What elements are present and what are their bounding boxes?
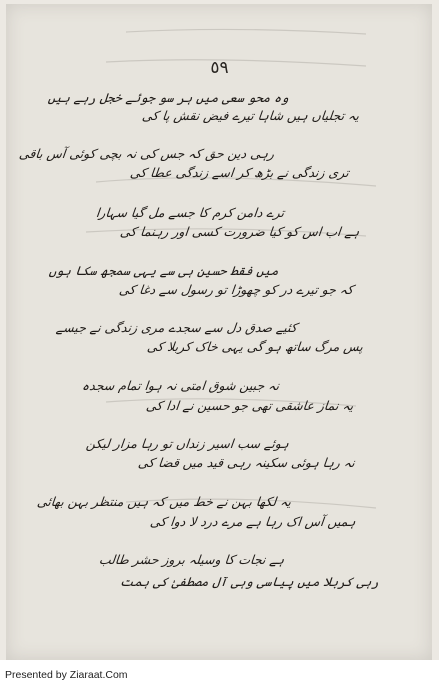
- verse-line: رہی دین حق کہ جس کی نہ بچی کوئی آس باقی: [18, 146, 275, 161]
- verse-line: کئیے صدق دل سے سجدے مری زندگی نے جیسے: [55, 320, 298, 335]
- verse-line: تری زندگی نے بڑھ کر اسے زندگی عطا کی: [129, 165, 350, 180]
- page-number: ٥٩: [210, 58, 229, 78]
- verse-line: وہ محو سعی میں ہر سو جوئے خجل رہے ہیں: [47, 90, 290, 105]
- verse-line: میں فقط حسین ہی سے یہی سمجھ سکا ہوں: [48, 263, 280, 278]
- verse-line: ہے اب اس کو کیا ضرورت کسی اور رہنما کی: [118, 224, 360, 239]
- verse-line: پس مرگ ساتھ ہو گی یہی خاک کربلا کی: [146, 339, 364, 354]
- verse-line: ہوئے سب اسیر زنداں تو رہا مزار لیکن: [85, 436, 290, 451]
- footer-bar: [0, 660, 439, 693]
- verse-line: ہمیں آس اک رہا ہے مرے درد لا دوا کی: [148, 514, 356, 529]
- verse-line: یہ لکھا بہن نے خط میں کہ ہیں منتظر بہن بھائی: [36, 494, 292, 509]
- site-credit: Presented by Ziaraat.Com: [5, 669, 128, 681]
- verse-line: کہ جو تیرے در کو چھوڑا تو رسول سے دغا کی: [118, 282, 354, 297]
- verse-line: یہ نماز عاشقی تھی جو حسین نے ادا کی: [144, 398, 354, 413]
- verse-line: نہ جبین شوق امتی نہ ہوا تمام سجدہ: [81, 378, 280, 393]
- verse-line: رہی کربلا میں پیاسی وہی آل مصطفیٰ کی ہمت: [119, 574, 380, 589]
- verse-line: ہے نجات کا وسیلہ بروز حشر طالب: [98, 552, 285, 567]
- verse-line: یہ تجلیاں ہیں شاہا تیرے فیض نقش پا کی: [141, 108, 360, 123]
- verse-line: نہ رہا ہوئی سکینہ رہی قید میں قضا کی: [137, 455, 356, 470]
- verse-line: ترے دامن کرم کا جسے مل گیا سہارا: [95, 205, 285, 220]
